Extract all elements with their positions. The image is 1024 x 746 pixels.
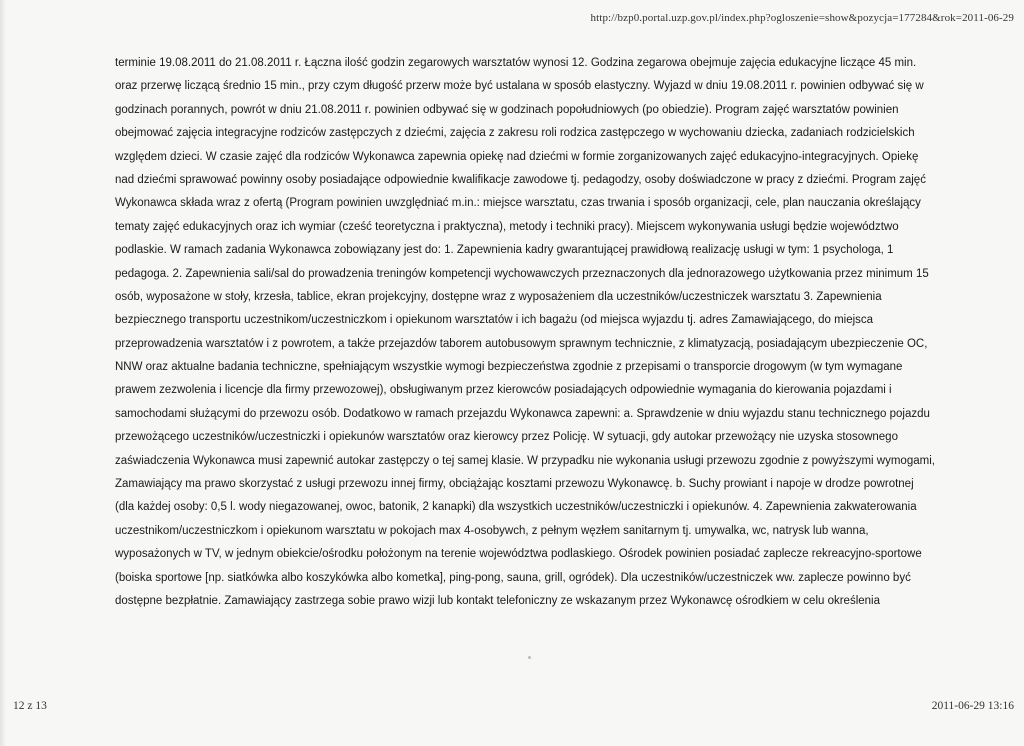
body-line: prawem zezwolenia i licencje dla firmy przewozowej), obsługiwanym przez kierowców posiadających odpowiednie wymagania do kierowania pojazdami i	[115, 384, 892, 397]
body-line: uczestnikom/uczestniczkom i opiekunom warsztatu w pokojach max 4-osobywch, z pełnym węzłem sanitarnym tj. umywalka, wc, natrysk lub wanna,	[115, 524, 869, 537]
body-line: nad dziećmi sprawować powinny osoby posiadające odpowiednie kwalifikacje zawodowe tj. pedagodzy, osoby doświadczone w pracy z dziećmi. Program zajęć	[115, 173, 926, 186]
body-line: Wykonawca składa wraz z ofertą (Program powinien uwzględniać m.in.: miejsce warsztatu, czas trwania i sposób organizacji, cele, plan nauczania określający	[115, 197, 921, 210]
body-line: bezpiecznego transportu uczestnikom/uczestniczkom i opiekunom warsztatów i ich bagażu (od miejsca wyjazdu tj. adres Zamawiającego, do miejsca	[115, 314, 874, 327]
body-line: przewożącego uczestników/uczestniczki i opiekunów warsztatów oraz kierowcy przez Policję. W sytuacji, gdy autokar przewożący nie uzyska stosownego	[115, 431, 898, 444]
body-line: wyposażonych w TV, w jednym obiekcie/ośrodku położonym na terenie województwa podlaskiego. Ośrodek powinien posiadać zaplecze rekreacyjno-sportowe	[115, 548, 922, 561]
body-line: godzinach porannych, powrót w dniu 21.08.2011 r. powinien odbywać się w godzinach popołudniowych (po obiedzie). Program zajęć warsztatów powinien	[115, 103, 899, 116]
body-line: Zamawiający ma prawo skorzystać z usługi przewozu innej firmy, obciążając kosztami przewozu Wykonawcę. b. Suchy prowiant i napoje w drodze powrotnej	[115, 478, 914, 491]
body-line: NNW oraz aktualne badania techniczne, spełniającym wszystkie wymogi bezpieczeństwa zgodnie z przepisami o transporcie drogowym (w tym wymagane	[115, 361, 903, 374]
scan-edge-shadow	[0, 0, 6, 746]
document-body	[115, 52, 975, 613]
body-line: przeprowadzenia warsztatów i z powrotem, a także przejazdów taborem autobusowym sprawnym technicznie, z klimatyzacją, posiadającym ubezpieczenie OC,	[115, 337, 928, 350]
body-line: terminie 19.08.2011 do 21.08.2011 r. Łączna ilość godzin zegarowych warsztatów wynosi 12. Godzina zegarowa obejmuje zajęcia edukacyjne liczące 45 min.	[115, 57, 917, 69]
page-url-header: http://bzp0.portal.uzp.gov.pl/index.php?ogloszenie=show&pozycja=177284&rok=2011-06-29	[590, 12, 1014, 24]
body-line: zaświadczenia Wykonawca musi zapewnić autokar zastępczy o tej samej klasie. W przypadku nie wykonania usługi przewozu zgodnie z powyższymi wymogami,	[115, 454, 935, 467]
body-line: (boiska sportowe [np. siatkówka albo koszykówka albo kometka], ping-pong, sauna, grill, ogródek). Dla uczestników/uczestniczek ww. zaplecze powinno być	[115, 571, 911, 584]
body-line: dostępne bezpłatnie. Zamawiający zastrzega sobie prawo wizji lub kontakt telefoniczny ze wskazanym przez Wykonawcę ośrodkiem w celu określenia	[115, 594, 881, 607]
print-datetime: 2011-06-29 13:16	[931, 700, 1014, 712]
body-line: samochodami służącymi do przewozu osób. Dodatkowo w ramach przejazdu Wykonawca zapewni: a. Sprawdzenie w dniu wyjazdu stanu technicznego pojazdu	[115, 407, 930, 420]
body-line: (dla każdej osoby: 0,5 l. wody niegazowanej, owoc, batonik, 2 kanapki) dla wszystkich uczestników/uczestniczki i opiekunów. 4. Zapewnienia zakwaterowania	[115, 501, 917, 514]
body-line: osób, wyposażone w stoły, krzesła, tablice, ekran projekcyjny, dostępne wraz z wyposażeniem dla uczestników/uczestniczek warsztatu 3. Zapewnienia	[115, 290, 882, 303]
body-line: obejmować zajęcia integracyjne rodziców zastępczych z dziećmi, zajęcia z zakresu roli rodzica zastępczego w wychowaniu dziecka, zadaniach rodzicielskich	[115, 127, 915, 140]
body-line: podlaskie. W ramach zadania Wykonawca zobowiązany jest do: 1. Zapewnienia kadry gwarantującej prawidłową realizację usługi w tym: 1 psychologa, 1	[115, 244, 894, 257]
body-line: oraz przerwę liczącą średnio 15 min., przy czym długość przerw może być ustalana w sposób elastyczny. Wyjazd w dniu 19.08.2011 r. powinien odbywać się w	[115, 80, 924, 93]
body-line: pedagoga. 2. Zapewnienia sali/sal do prowadzenia treningów kompetencji wychowawczych przeznaczonych dla jednorazowego użytkowania przez minimum 15	[115, 267, 929, 280]
body-line: względem dzieci. W czasie zajęć dla rodziców Wykonawca zapewnia opiekę nad dziećmi w formie zorganizowanych zajęć edukacyjno-integracyjnych. Opiekę	[115, 150, 919, 163]
page-number: 12 z 13	[13, 700, 47, 712]
body-line: tematy zajęć edukacyjnych oraz ich wymiar (cześć teoretyczna i praktyczna), metody i techniki pracy). Miejscem wykonywania usługi będzie województwo	[115, 220, 899, 233]
scan-speck	[528, 656, 531, 659]
